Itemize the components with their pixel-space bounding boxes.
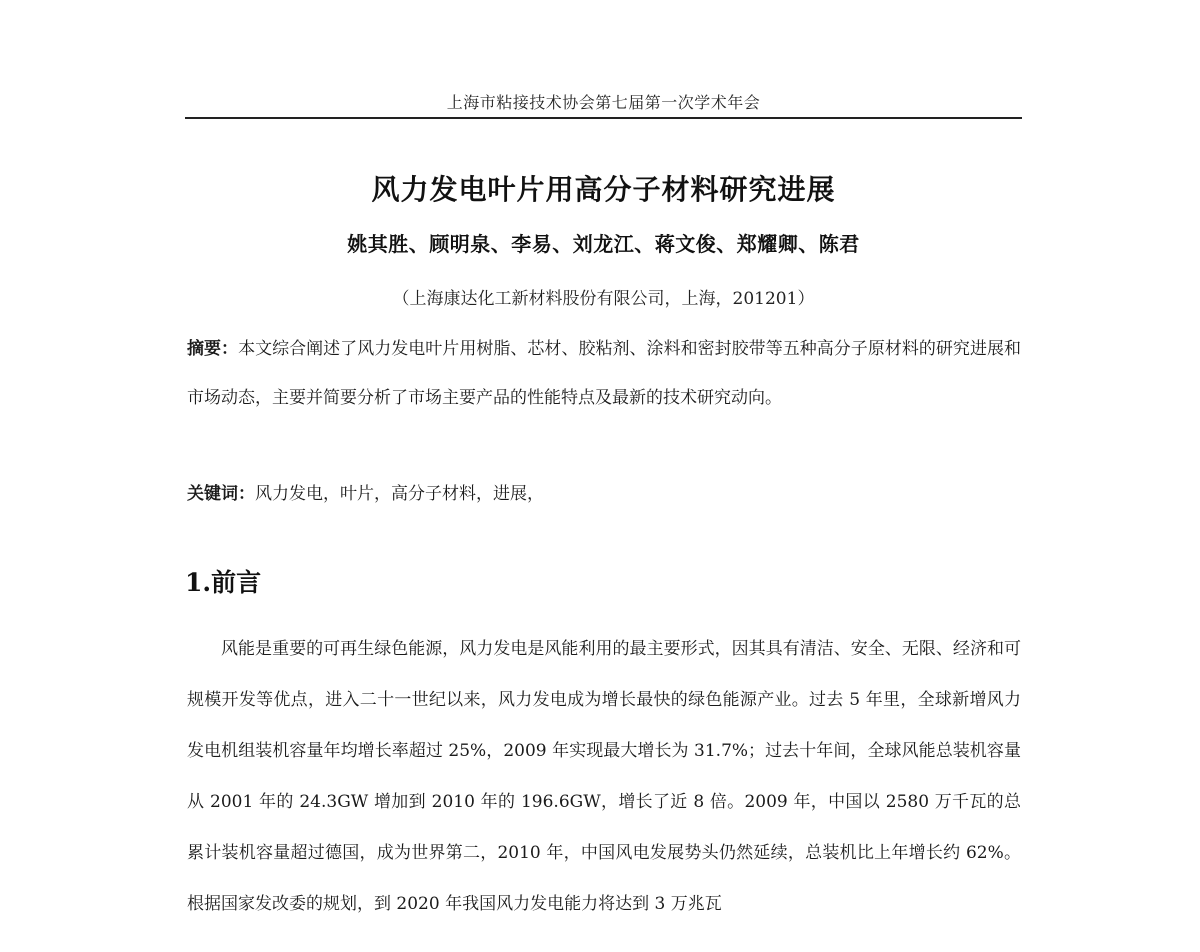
paper-title: 风力发电叶片用高分子材料研究进展	[371, 173, 836, 206]
abstract-label: 摘要：	[187, 339, 239, 359]
section-paragraph: 风能是重要的可再生绿色能源，风力发电是风能利用的最主要形式，因其具有清洁、安全、无限、经济和可规模开发等优点，进入二十一世纪以来，风力发电成为增长最快的绿色能源产业。过去 5 年里，全球新增风力发电机组装机容量年均增长率超过 25%，2009 年实现最大增长为 31.7%；过去十年间，全球风能总装机容量从 2001 年的 24.3GW 增加到 2010 年的 196.6GW，增长了近 8 倍。2009 年，中国以 2580 万千瓦的总累计装机容量超过德国，成为世界第二，2010 年，中国风电发展势头仍然延续，总装机比上年增长约 62%。根据国家发改委的规划，到 2020 年我国风力发电能力将达到 3 万兆瓦	[187, 639, 1021, 914]
header-rule	[185, 117, 1022, 119]
section-heading: 1.前言	[185, 568, 262, 597]
affiliation: （上海康达化工新材料股份有限公司，上海，201201）	[392, 289, 815, 309]
keywords-label: 关键词：	[187, 484, 255, 504]
running-header: 上海市粘接技术协会第七届第一次学术年会	[446, 93, 761, 112]
keywords-text: 风力发电，叶片，高分子材料，进展，	[255, 484, 544, 504]
author-list: 姚其胜、顾明泉、李易、刘龙江、蒋文俊、郑耀卿、陈君	[347, 232, 860, 256]
keywords	[187, 480, 1021, 508]
abstract	[187, 325, 1021, 423]
abstract-text: 本文综合阐述了风力发电叶片用树脂、芯材、胶粘剂、涂料和密封胶带等五种高分子原材料的研究进展和市场动态，主要并简要分析了市场主要产品的性能特点及最新的技术研究动向。	[187, 339, 1021, 408]
